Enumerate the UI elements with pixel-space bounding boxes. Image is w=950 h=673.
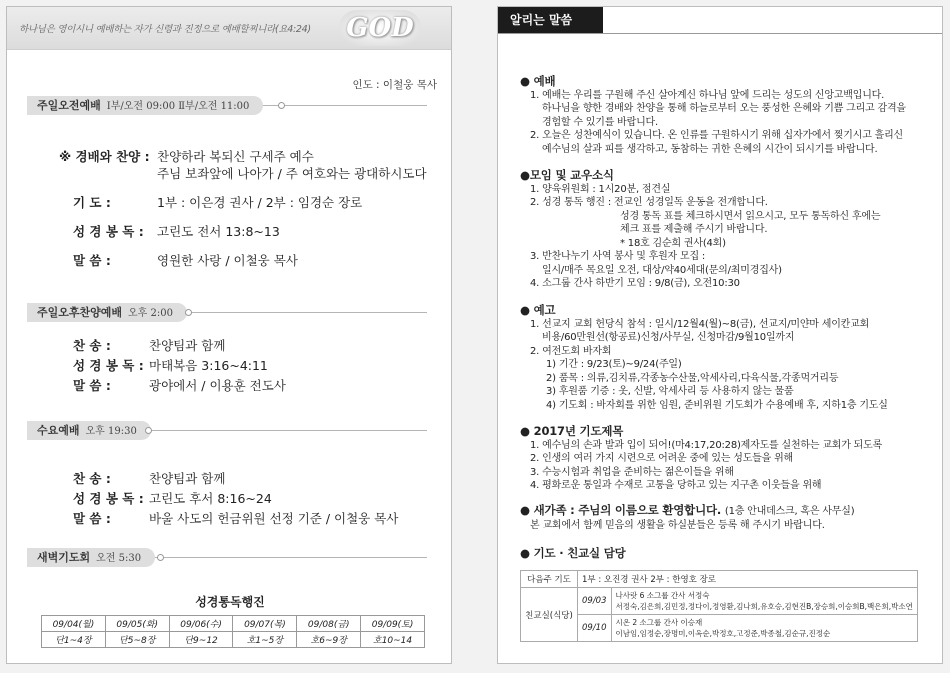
newcomer-section	[520, 504, 854, 532]
worship-section	[520, 75, 906, 156]
row-label: 말 씀 :	[73, 378, 111, 393]
row-value: 고린도 후서 8:16~24	[149, 491, 272, 506]
day-cell: 09/06(수)	[169, 616, 233, 632]
service-time: Ⅰ부/오전 09:00 Ⅱ부/오전 11:00	[106, 101, 250, 112]
notice-section	[520, 304, 888, 412]
service-time: 오후 19:30	[85, 426, 137, 437]
meeting-section	[520, 169, 880, 291]
list-item: 2) 품목 : 의류,김치류,각종농수산물,악세사리,다육식물,각종먹거리등	[546, 372, 839, 384]
divider	[498, 33, 942, 34]
row-label: 성 경 봉 독 :	[73, 224, 144, 239]
row-value: 마태복음 3:16~4:11	[149, 358, 268, 373]
list-item: 성경 통독 표를 체크하시면서 읽으시고, 모두 통독하신 후에는	[620, 210, 881, 222]
prayer-topics-section	[520, 425, 882, 493]
list-item: 4. 평화로운 통일과 수재로 고통을 당하고 있는 지구촌 이웃들을 위해	[530, 480, 822, 491]
header-verse: 하나님은 영이시니 예배하는 자가 신령과 진정으로 예배할찌니라(요4:24)	[19, 24, 311, 35]
list-item: 경험할 수 있기를 바랍니다.	[542, 116, 658, 128]
section-heading: ● 예고	[520, 303, 556, 317]
duty-date: 09/10	[578, 615, 612, 642]
worship-leader: 인도 : 이철웅 목사	[352, 79, 437, 91]
row-label: 성 경 봉 독 :	[73, 358, 144, 373]
list-item: 2. 인생의 여러 가지 시련으로 어려운 중에 있는 성도들을 위해	[530, 453, 793, 464]
list-item: 예수님의 살과 피를 생각하고, 동참하는 귀한 은혜의 시간이 되시기를 바랍니다.	[542, 143, 878, 155]
list-item: 3. 반찬나누기 사역 봉사 및 후원자 모집 :	[530, 251, 706, 262]
row-label: 말 씀 :	[73, 253, 111, 268]
reading-cell: 호6~9장	[297, 632, 361, 648]
duty-members	[611, 615, 918, 642]
fellowship-label: 친교실(식당)	[521, 588, 578, 642]
section-heading: ● 예배	[520, 74, 556, 88]
day-cell: 09/07(목)	[233, 616, 297, 632]
day-cell: 09/05(화)	[105, 616, 169, 632]
dot-icon	[278, 102, 285, 109]
row-label: 찬 송 :	[73, 338, 111, 353]
row-value: 광야에서 / 이용훈 전도사	[149, 378, 286, 393]
row-label: 기 도 :	[73, 195, 111, 210]
list-item: 3) 후원품 기증 : 옷, 신발, 악세사리 등 사용하지 않는 물품	[546, 386, 794, 397]
day-cell: 09/04(월)	[42, 616, 106, 632]
list-item: 본 교회에서 함께 믿음의 생활을 하실분들은 등록 해 주시기 바랍니다.	[530, 519, 825, 531]
next-prayer-label: 다음주 기도	[521, 571, 578, 588]
table-row	[42, 632, 425, 648]
section-heading: ● 기도 · 친교실 담당	[520, 546, 626, 560]
list-item: 일시/매주 목요일 오전, 대상/약40세대(문의/최미경집사)	[542, 264, 782, 276]
row-label: ※ 경배와 찬양 :	[59, 149, 150, 164]
row-value: 주님 보좌앞에 나아가 / 주 여호와는 광대하시도다	[157, 166, 427, 181]
list-item: 4) 기도회 : 바자회를 위한 임원, 준비위원 기도회가 수용예배 후, 지하1층 기도실	[546, 399, 888, 411]
page-header	[7, 7, 451, 50]
reading-cell: 단1~4장	[42, 632, 106, 648]
next-prayer-value: 1부 : 오진경 권사 2부 : 한영호 장로	[578, 571, 918, 588]
dot-icon	[145, 427, 152, 434]
list-item: 하나님을 향한 경배와 찬양을 통해 하늘로부터 오는 풍성한 은혜와 기쁨 그리고 감격을	[542, 103, 906, 114]
day-cell: 09/08(금)	[297, 616, 361, 632]
reading-cell: 호10~14	[361, 632, 425, 648]
row-label: 찬 송 :	[73, 471, 111, 486]
list-item: * 18호 김순희 권사(4회)	[620, 237, 726, 249]
row-value: 영원한 사랑 / 이철웅 목사	[157, 253, 298, 268]
announcements-tab: 알리는 말씀	[498, 7, 603, 33]
reading-cell: 단5~8장	[105, 632, 169, 648]
service-time: 오전 5:30	[96, 553, 142, 564]
dot-icon	[157, 554, 164, 561]
service-pill	[27, 548, 155, 567]
list-item: 1. 예수님의 손과 발과 입이 되어!(마4:17,20:28)제자도를 실천하는 교회가 되도록	[530, 439, 883, 451]
service-time: 오후 2:00	[128, 308, 173, 319]
table-row	[42, 616, 425, 632]
bible-reading-title: 성경통독행진	[195, 595, 265, 609]
service-header-sunday-morning	[27, 96, 427, 115]
list-item: 1. 예배는 우리를 구원해 주신 살아계신 하나님 앞에 드리는 성도의 신앙고백입니다.	[530, 89, 885, 101]
duty-group: 나사랏 6 소그룹 간사 서정숙	[615, 591, 710, 600]
row-value: 찬양하라 복되신 구세주 예수	[157, 149, 314, 164]
service-name: 주일오후찬양예배	[37, 306, 123, 319]
newcomer-note: (1층 안내데스크, 혹은 사무실)	[724, 506, 855, 517]
list-item: 1. 양육위원회 : 1시20분, 점견실	[530, 183, 671, 195]
service-header-sunday-afternoon	[27, 303, 427, 322]
bulletin-right-page	[497, 6, 943, 664]
service-pill	[27, 421, 151, 440]
table-row	[521, 615, 918, 642]
day-cell: 09/09(토)	[361, 616, 425, 632]
list-item: 2. 여전도회 바자회	[530, 345, 612, 357]
section-heading	[520, 504, 854, 519]
reading-cell: 호1~5장	[233, 632, 297, 648]
row-value: 1부 : 이은경 권사 / 2부 : 임경순 장로	[157, 195, 363, 210]
service-pill	[27, 96, 263, 115]
list-item: 2. 성경 통독 행진 : 전교인 성경일독 운동을 전개합니다.	[530, 197, 768, 208]
row-value: 찬양팀과 함께	[149, 471, 226, 486]
newcomer-heading: ● 새가족 : 주님의 이름으로 환영합니다.	[520, 503, 722, 517]
duty-section	[520, 547, 626, 561]
god-logo: GOD	[339, 10, 421, 46]
service-pill	[27, 303, 187, 322]
service-name: 주일오전예배	[37, 99, 101, 112]
row-value: 찬양팀과 함께	[149, 338, 226, 353]
section-heading: ●모임 및 교우소식	[520, 168, 614, 182]
list-item: 비용/60만원선(항공료)신청/사무실, 신청마감/9월10일까지	[542, 332, 795, 343]
reading-cell: 단9~12	[169, 632, 233, 648]
service-name: 새벽기도회	[37, 551, 91, 564]
duty-names: 이남임,임정순,장명미,이옥순,박정호,고정준,박종철,김순규,진정순	[615, 629, 831, 638]
row-label: 성 경 봉 독 :	[73, 491, 144, 506]
service-header-dawn-prayer	[27, 548, 427, 567]
list-item: 체크 표를 제출해 주시기 바랍니다.	[620, 224, 768, 235]
row-value: 바울 사도의 헌금위원 선정 기준 / 이철웅 목사	[149, 511, 399, 526]
bible-reading-table	[41, 615, 425, 648]
section-heading: ● 2017년 기도제목	[520, 424, 624, 438]
list-item: 3. 수능시험과 취업을 준비하는 젊은이들을 위해	[530, 466, 734, 478]
duty-date: 09/03	[578, 588, 612, 615]
duty-table	[520, 570, 918, 642]
duty-group: 시온 2 소그룹 간사 이승재	[615, 618, 703, 627]
bulletin-left-page	[6, 6, 452, 664]
list-item: 4. 소그룹 간사 하반기 모임 : 9/8(금), 오전10:30	[530, 278, 740, 289]
list-item: 1) 기간 : 9/23(토)~9/24(주일)	[546, 359, 682, 370]
table-row	[521, 588, 918, 615]
duty-names: 서정숙,김은희,김민정,정다이,정영환,김나희,유호승,김현진B,장승희,이승희B,백은희,박소연	[615, 602, 913, 611]
row-value: 고린도 전서 13:8~13	[157, 224, 280, 239]
service-header-wednesday	[27, 421, 427, 440]
dot-icon	[185, 309, 192, 316]
list-item: 2. 오늘은 성찬예식이 있습니다. 온 인류를 구원하시기 위해 십자가에서 찢기시고 흘리신	[530, 130, 904, 141]
row-label: 말 씀 :	[73, 511, 111, 526]
table-row	[521, 571, 918, 588]
list-item: 1. 선교지 교회 헌당식 참석 : 일시/12월4(월)~8(금), 선교지/미얀마 세이칸교회	[530, 318, 870, 330]
duty-members	[611, 588, 918, 615]
service-name: 수요예배	[37, 424, 80, 437]
